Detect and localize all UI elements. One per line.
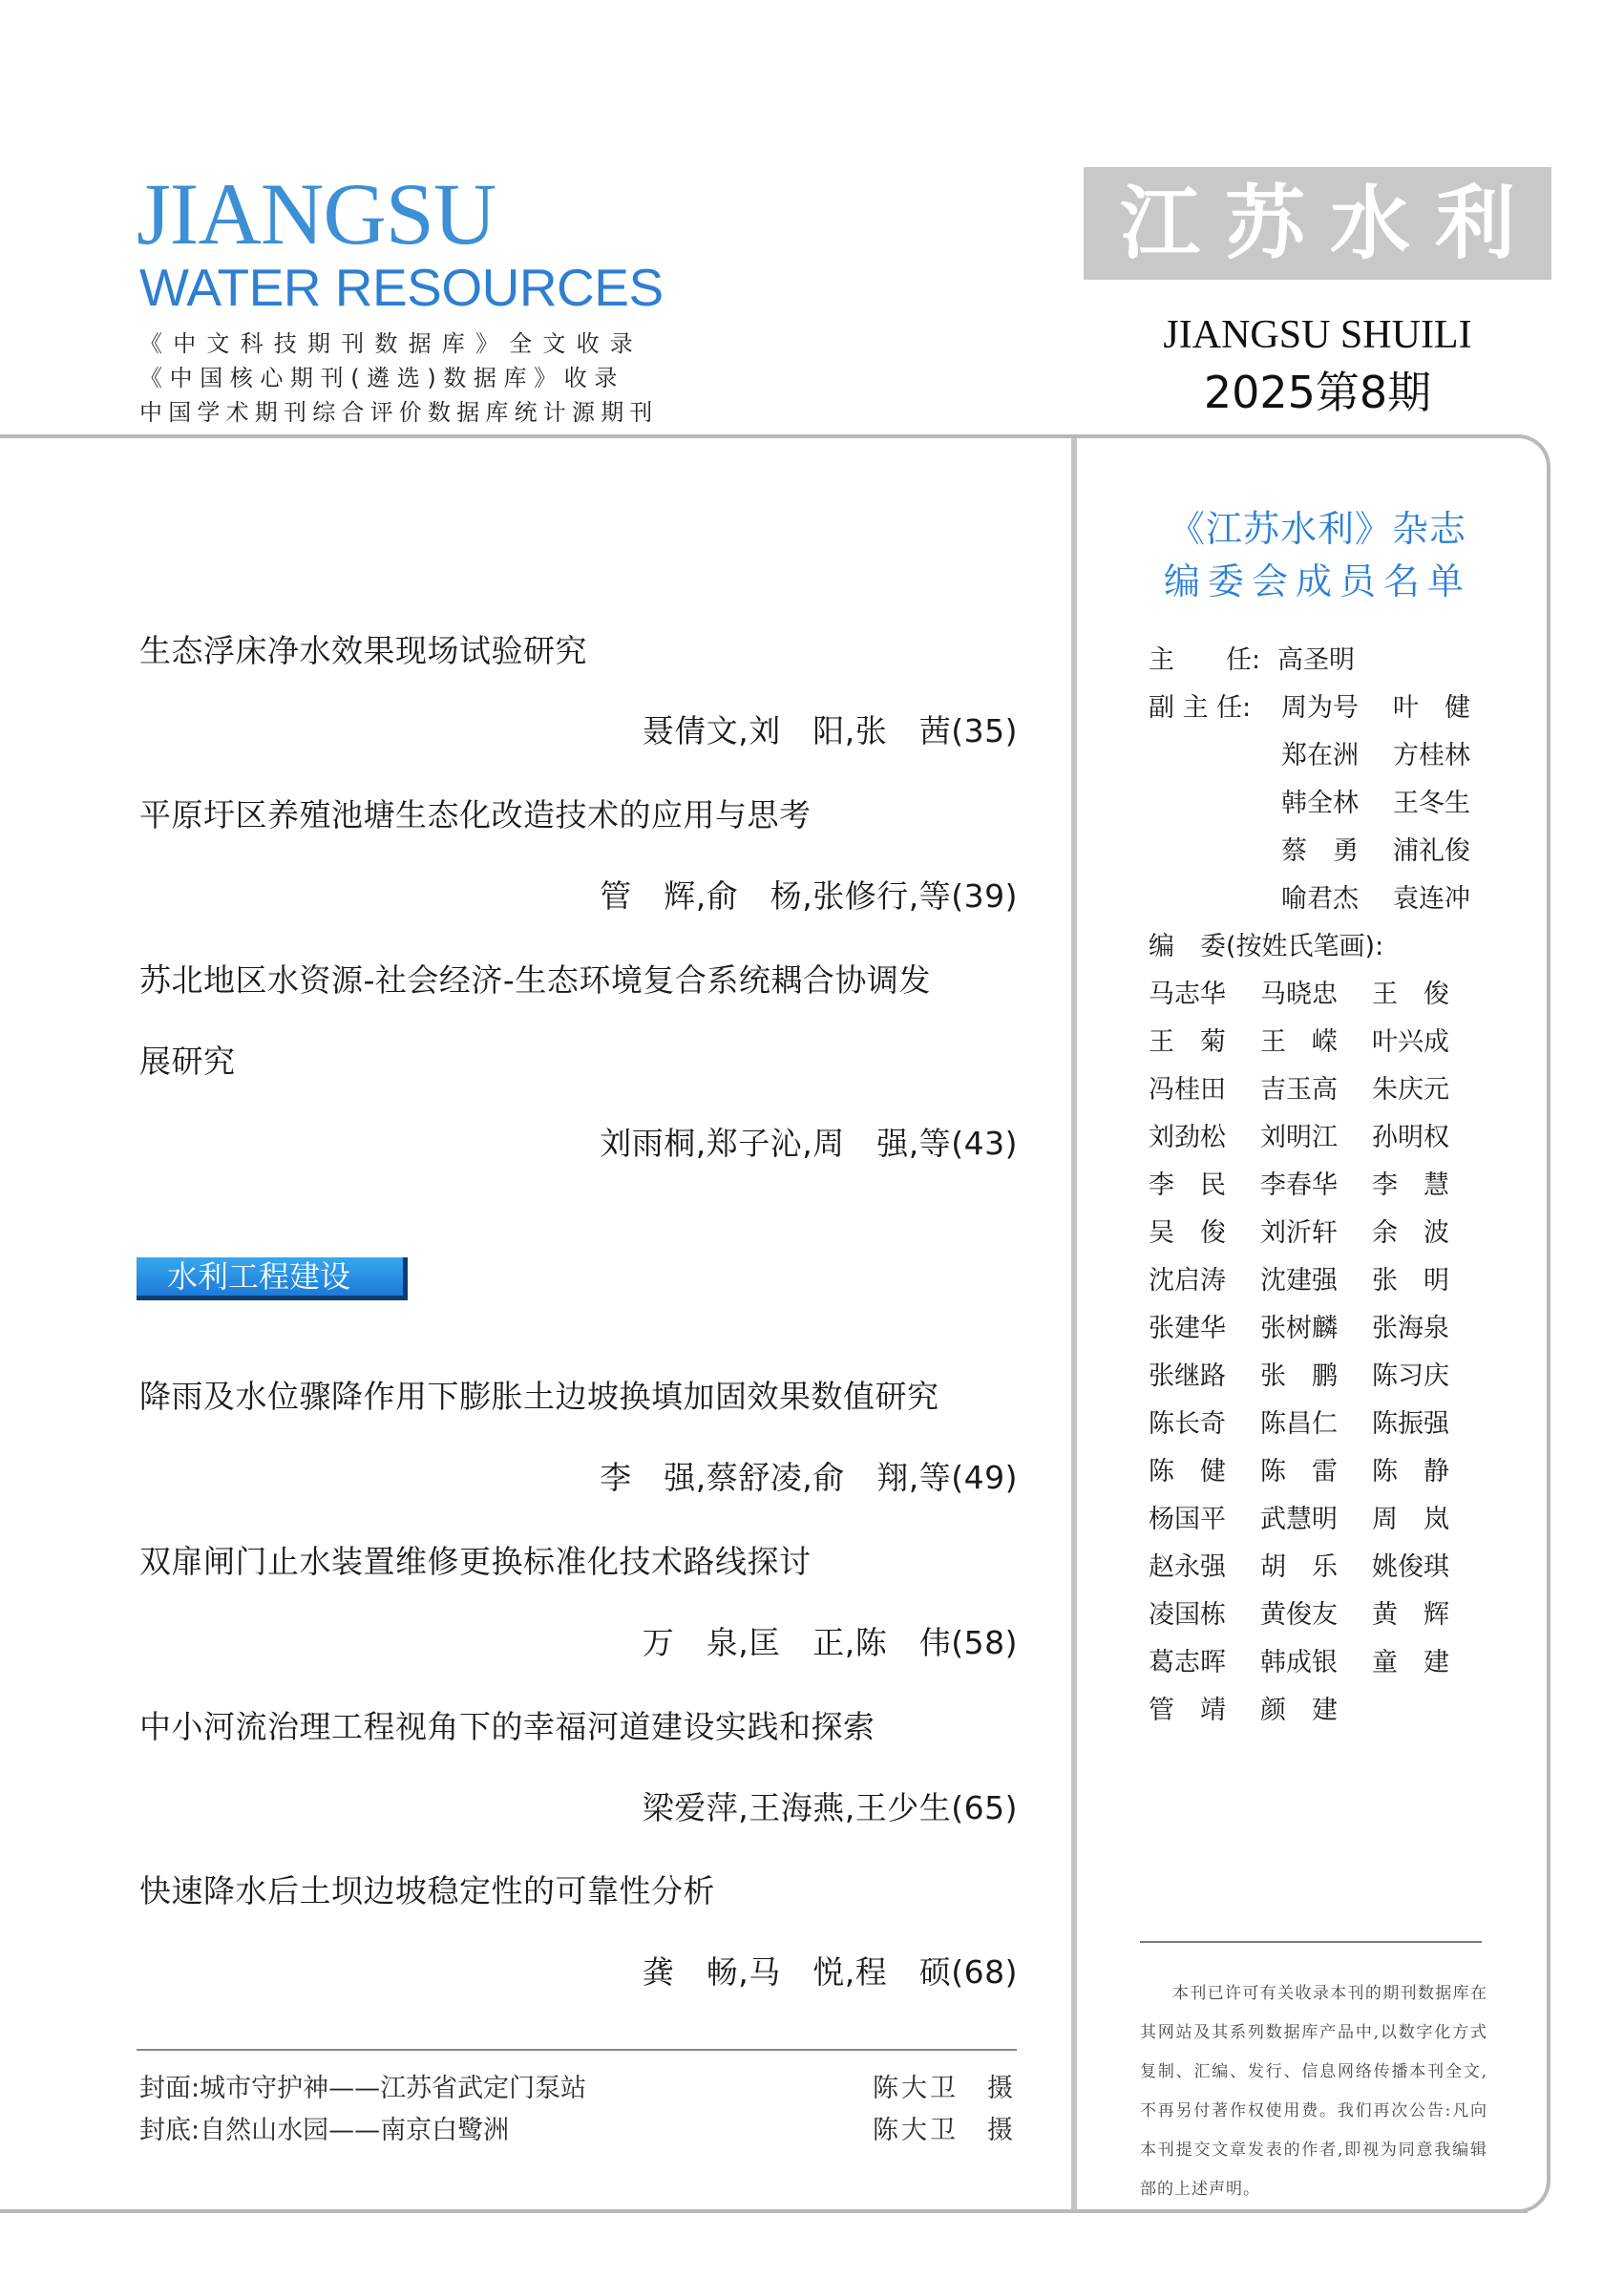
board-name: 周为号	[1281, 693, 1359, 723]
board-member-row	[1149, 1456, 1550, 1488]
board-name: 张继路	[1149, 1361, 1226, 1391]
board-name: 王 菊	[1149, 1027, 1226, 1057]
article-authors: 万 泉,匡 正,陈 伟(58)	[642, 1624, 1018, 1661]
index-line-3: 中国学术期刊综合评价数据库统计源期刊	[139, 399, 659, 426]
board-member-row	[1149, 1647, 1550, 1679]
board-name: 赵永强	[1149, 1552, 1226, 1582]
logo-jiangsu: JIANGSU	[137, 165, 496, 263]
back-cover-credit-label: 封底:自然山水园——南京白鹭洲	[139, 2116, 510, 2145]
board-name: 朱庆元	[1372, 1075, 1449, 1105]
board-name: 陈 健	[1149, 1457, 1226, 1487]
board-member-row	[1149, 1599, 1550, 1632]
index-line-2: 《中国核心期刊(遴选)数据库》收录	[139, 365, 624, 391]
board-member-row	[1149, 1170, 1550, 1202]
board-name: 吴 俊	[1149, 1218, 1226, 1248]
director-label: 主 任:	[1149, 645, 1261, 675]
article-title[interactable]: 生态浮床净水效果现场试验研究	[139, 632, 587, 669]
board-name: 李春华	[1260, 1171, 1338, 1200]
board-member-row	[1149, 1026, 1550, 1059]
board-name: 杨国平	[1149, 1505, 1226, 1534]
board-name: 王冬生	[1393, 789, 1470, 818]
board-name: 陈习庆	[1372, 1361, 1449, 1391]
article-title[interactable]: 中小河流治理工程视角下的幸福河道建设实践和探索	[139, 1708, 875, 1745]
board-member-row	[1149, 1551, 1550, 1584]
director-name: 高圣明	[1277, 645, 1355, 675]
board-name: 蔡 勇	[1281, 836, 1359, 866]
article-authors: 李 强,蔡舒凌,俞 翔,等(49)	[600, 1459, 1018, 1496]
board-name: 余 波	[1372, 1218, 1449, 1248]
board-member-row	[1149, 1695, 1550, 1727]
article-authors: 梁爱萍,王海燕,王少生(65)	[642, 1789, 1018, 1826]
board-member-row	[1149, 1265, 1550, 1297]
board-name: 李 民	[1149, 1171, 1226, 1200]
copyright-notice: 本刊已许可有关收录本刊的期刊数据库在其网站及其系列数据库产品中,以数字化方式复制、汇编、发行、信息网络传播本刊全文,不再另付著作权使用费。我们再次公告:凡向本刊提交文章发表的作者,即视为同意我编辑部的上述声明。	[1140, 1984, 1487, 2199]
board-name: 陈昌仁	[1260, 1409, 1338, 1439]
board-name: 陈 雷	[1260, 1457, 1338, 1487]
article-title[interactable]: 平原圩区养殖池塘生态化改造技术的应用与思考	[139, 796, 812, 833]
board-name: 韩成银	[1260, 1648, 1338, 1677]
board-name: 葛志晖	[1149, 1648, 1226, 1677]
board-name: 颜 建	[1260, 1696, 1338, 1725]
board-name: 吉玉高	[1260, 1075, 1338, 1105]
board-name: 喻君杰	[1281, 884, 1359, 914]
section-badge: 水利工程建设	[137, 1257, 408, 1300]
board-name: 马晓忠	[1260, 980, 1338, 1009]
back-cover-credit	[139, 2114, 1018, 2148]
back-cover-credit-photographer: 陈大卫 摄	[873, 2116, 1016, 2145]
board-name: 凌国栋	[1149, 1600, 1226, 1630]
article-authors: 刘雨桐,郑子沁,周 强,等(43)	[600, 1125, 1018, 1162]
board-name: 马志华	[1149, 980, 1226, 1009]
issue-number: 2025第8期	[1203, 367, 1432, 418]
board-name: 张建华	[1149, 1314, 1226, 1343]
column-divider	[1071, 438, 1077, 2209]
credits-divider	[137, 2049, 1017, 2051]
index-line-1: 《中文科技期刊数据库》全文收录	[139, 330, 643, 357]
board-name: 韩全林	[1281, 789, 1359, 818]
board-name: 周 岚	[1372, 1505, 1449, 1534]
article-authors: 龚 畅,马 悦,程 硕(68)	[642, 1953, 1018, 1991]
board-member-row	[1149, 979, 1550, 1011]
board-name: 叶兴成	[1372, 1027, 1449, 1057]
board-heading: 《江苏水利》杂志	[1168, 508, 1466, 550]
board-name: 陈振强	[1372, 1409, 1449, 1439]
board-vice-row	[1149, 883, 1550, 916]
board-member-row	[1149, 1408, 1550, 1441]
board-name: 孙明权	[1372, 1123, 1449, 1152]
journal-title-pinyin: JIANGSU SHUILI	[1163, 313, 1472, 357]
board-name: 张 鹏	[1260, 1361, 1338, 1391]
journal-title-box	[1084, 167, 1551, 280]
article-title-continued[interactable]: 展研究	[139, 1043, 236, 1080]
board-name: 沈建强	[1260, 1266, 1338, 1296]
board-name: 袁连冲	[1393, 884, 1470, 914]
top-divider	[0, 434, 1518, 438]
notice-divider	[1140, 1941, 1482, 1943]
board-name: 刘劲松	[1149, 1123, 1226, 1152]
bottom-divider	[0, 2209, 1528, 2213]
members-label: 编 委(按姓氏笔画):	[1149, 932, 1384, 961]
article-title[interactable]: 降雨及水位骤降作用下膨胀土边坡换填加固效果数值研究	[139, 1378, 939, 1415]
board-subheading: 编委会成员名单	[1163, 560, 1471, 602]
board-member-row	[1149, 1122, 1550, 1154]
board-name: 王 俊	[1372, 980, 1449, 1009]
article-authors: 管 辉,俞 杨,张修行,等(39)	[600, 877, 1018, 915]
article-title[interactable]: 快速降水后土坝边坡稳定性的可靠性分析	[139, 1872, 715, 1909]
board-name: 李 慧	[1372, 1171, 1449, 1200]
board-members-label-row	[1149, 931, 1550, 963]
board-name: 黄俊友	[1260, 1600, 1338, 1630]
article-title[interactable]: 双扉闸门止水装置维修更换标准化技术路线探讨	[139, 1543, 812, 1580]
board-name: 陈 静	[1372, 1457, 1449, 1487]
article-title[interactable]: 苏北地区水资源-社会经济-生态环境复合系统耦合协调发	[139, 961, 931, 999]
board-vice-row	[1149, 692, 1550, 725]
vice-label: 副 主 任:	[1149, 693, 1252, 723]
board-name: 姚俊琪	[1372, 1552, 1449, 1582]
board-vice-row	[1149, 835, 1550, 868]
cover-credit	[139, 2072, 1018, 2106]
logo-water-resources: WATER RESOURCES	[139, 258, 664, 317]
board-name: 叶 健	[1393, 693, 1470, 723]
board-name: 童 建	[1372, 1648, 1449, 1677]
board-member-row	[1149, 1217, 1550, 1250]
board-member-row	[1149, 1313, 1550, 1345]
board-vice-row	[1149, 740, 1550, 772]
board-name: 胡 乐	[1260, 1552, 1338, 1582]
board-member-row	[1149, 1360, 1550, 1393]
cover-credit-label: 封面:城市守护神——江苏省武定门泵站	[139, 2074, 587, 2103]
board-name: 郑在洲	[1281, 741, 1359, 770]
board-name: 张 明	[1372, 1266, 1449, 1296]
journal-title-cn: 江苏水利	[1119, 177, 1540, 270]
board-name: 管 靖	[1149, 1696, 1226, 1725]
cover-credit-photographer: 陈大卫 摄	[873, 2074, 1016, 2103]
board-director-row	[1149, 644, 1550, 677]
board-name: 方桂林	[1393, 741, 1470, 770]
board-name: 张树麟	[1260, 1314, 1338, 1343]
board-name: 浦礼俊	[1393, 836, 1470, 866]
board-name: 陈长奇	[1149, 1409, 1226, 1439]
board-name: 刘沂轩	[1260, 1218, 1338, 1248]
board-name: 张海泉	[1372, 1314, 1449, 1343]
board-name: 冯桂田	[1149, 1075, 1226, 1105]
board-member-row	[1149, 1504, 1550, 1536]
board-name: 黄 辉	[1372, 1600, 1449, 1630]
board-name: 沈启涛	[1149, 1266, 1226, 1296]
board-name: 武慧明	[1260, 1505, 1338, 1534]
board-member-row	[1149, 1074, 1550, 1107]
board-name: 王 嵘	[1260, 1027, 1338, 1057]
board-name: 刘明江	[1260, 1123, 1338, 1152]
board-vice-row	[1149, 788, 1550, 820]
article-authors: 聂倩文,刘 阳,张 茜(35)	[642, 712, 1018, 749]
